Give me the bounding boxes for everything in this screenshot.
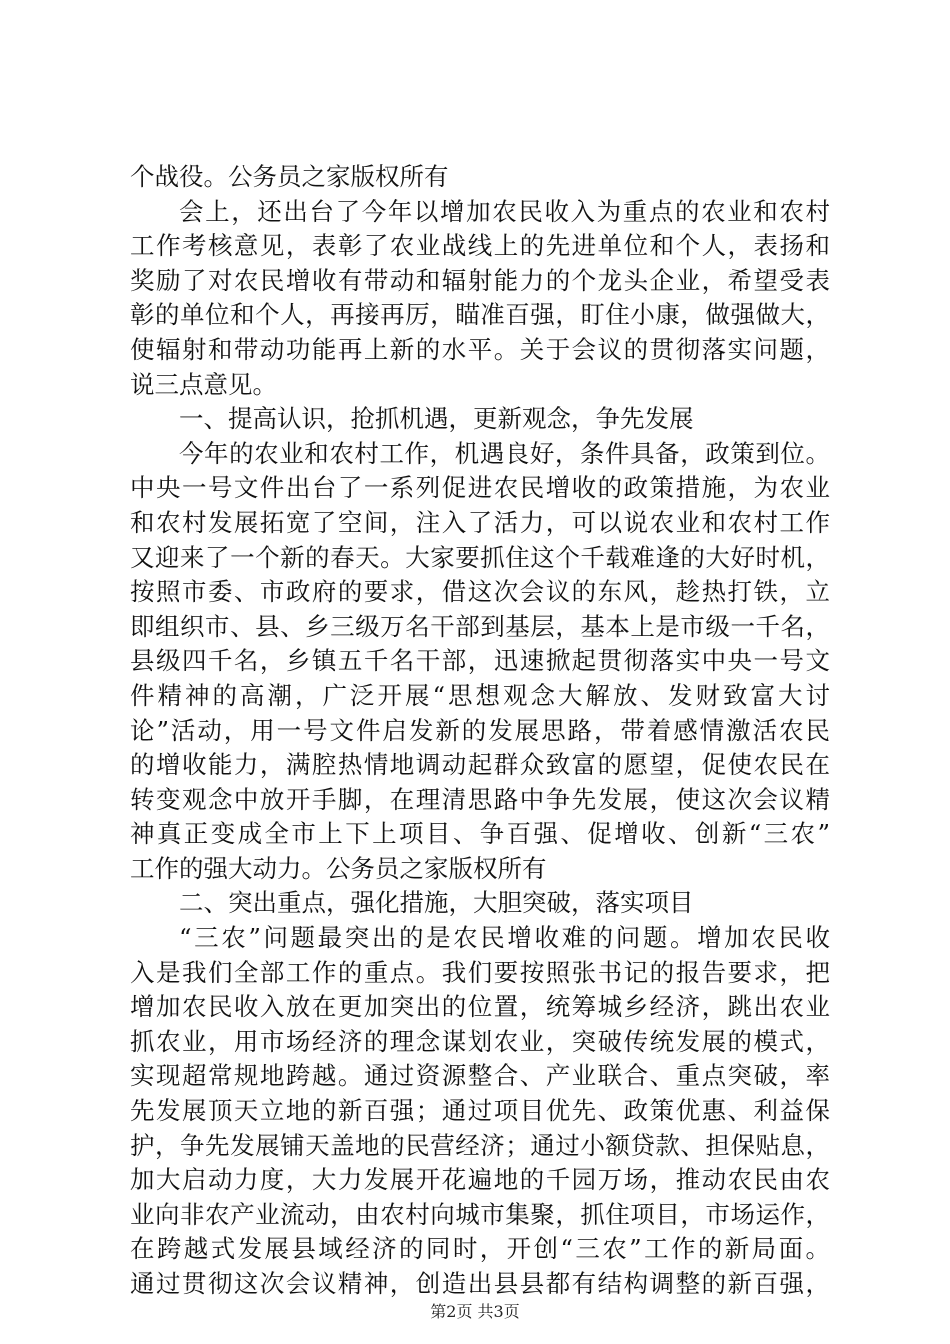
- text-line: 个战役。公务员之家版权所有: [130, 162, 449, 191]
- text-line: 通过贯彻这次会议精神，创造出县县都有结构调整的新百强，: [130, 1269, 830, 1298]
- document-body: [130, 160, 830, 1302]
- text-line: 先发展顶天立地的新百强；通过项目优先、政策优惠、利益保: [130, 1096, 830, 1126]
- text-line: 和农村发展拓宽了空间，注入了活力，可以说农业和农村工作: [130, 507, 830, 537]
- text-line: 工作的强大动力。公务员之家版权所有: [130, 853, 547, 883]
- text-line: 今年的农业和农村工作，机遇良好，条件具备，政策到位。: [179, 438, 830, 468]
- text-line: 说三点意见。: [130, 369, 277, 399]
- text-line: 即组织市、县、乡三级万名干部到基层，基本上是市级一千名，: [130, 611, 830, 641]
- text-line: 彰的单位和个人，再接再厉，瞄准百强，盯住小康，做强做大，: [130, 300, 830, 330]
- text-line: 业向非农产业流动，由农村向城市集聚，抓住项目，市场运作，: [130, 1199, 830, 1229]
- text-line: 按照市委、市政府的要求，借这次会议的东风，趁热打铁，立: [130, 577, 830, 607]
- text-line: 加大启动力度，大力发展开花遍地的千园万场，推动农民由农: [130, 1165, 830, 1195]
- text-line: 件精神的高潮，广泛开展“思想观念大解放、发财致富大讨: [130, 680, 830, 710]
- text-line: 工作考核意见，表彰了农业战线上的先进单位和个人，表扬和: [130, 231, 830, 261]
- text-line: 中央一号文件出台了一系列促进农民增收的政策措施，为农业: [130, 473, 830, 503]
- text-line: “三农”问题最突出的是农民增收难的问题。增加农民收: [179, 923, 830, 953]
- page-footer: 第2页 共3页: [430, 1302, 520, 1321]
- text-line: 在跨越式发展县域经济的同时，开创“三农”工作的新局面。: [130, 1234, 830, 1264]
- text-line: 实现超常规地跨越。通过资源整合、产业联合、重点突破，率: [130, 1061, 830, 1091]
- text-line: 抓农业，用市场经济的理念谋划农业，突破传统发展的模式，: [130, 1026, 830, 1056]
- text-line: 入是我们全部工作的重点。我们要按照张书记的报告要求，把: [130, 957, 830, 987]
- text-line: 奖励了对农民增收有带动和辐射能力的个龙头企业，希望受表: [130, 265, 830, 295]
- text-line: 一、提高认识，抢抓机遇，更新观念，争先发展: [179, 404, 694, 434]
- text-line: 又迎来了一个新的春天。大家要抓住这个千载难逢的大好时机，: [130, 542, 830, 572]
- text-line: 转变观念中放开手脚，在理清思路中争先发展，使这次会议精: [130, 784, 830, 814]
- text-line: 会上，还出台了今年以增加农民收入为重点的农业和农村: [179, 196, 830, 226]
- text-line: 神真正变成全市上下上项目、争百强、促增收、创新“三农”: [130, 819, 830, 849]
- text-line: 护，争先发展铺天盖地的民营经济；通过小额贷款、担保贴息，: [130, 1130, 830, 1160]
- text-line: 论”活动，用一号文件启发新的发展思路，带着感情激活农民: [130, 715, 830, 745]
- text-line: 县级四千名，乡镇五千名干部，迅速掀起贯彻落实中央一号文: [130, 646, 830, 676]
- text-line: 的增收能力，满腔热情地调动起群众致富的愿望，促使农民在: [130, 750, 830, 780]
- text-line: 使辐射和带动功能再上新的水平。关于会议的贯彻落实问题，: [130, 334, 830, 364]
- text-line: 二、突出重点，强化措施，大胆突破，落实项目: [179, 888, 694, 918]
- text-line: 增加农民收入放在更加突出的位置，统筹城乡经济，跳出农业: [130, 992, 830, 1022]
